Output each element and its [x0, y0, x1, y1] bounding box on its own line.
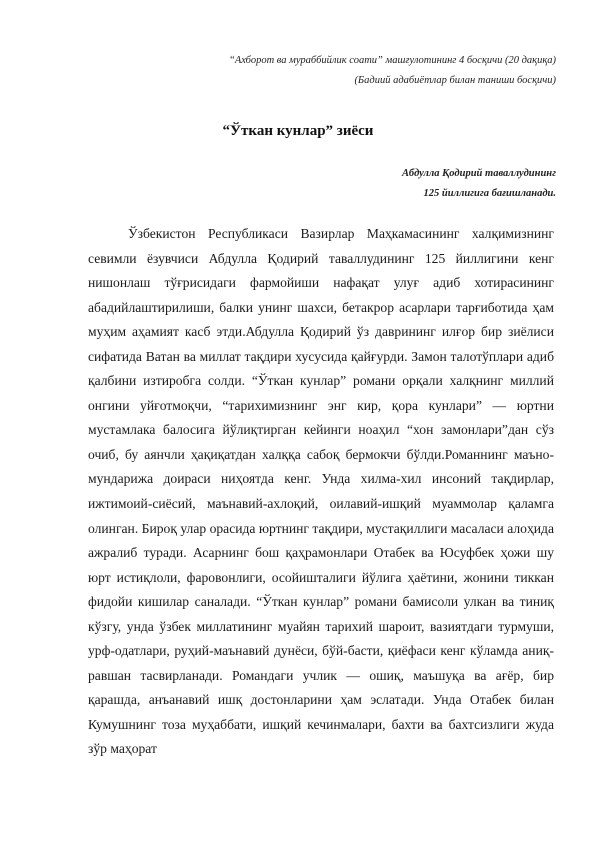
- body-paragraph: Ўзбекистон Республикаси Вазирлар Маҳкамасининг халқимизнинг севимли ёзувчиси Абдулла Қодирий таваллудининг 125 йиллигини кенг нишонлаш тўғрисидаги фармойиши нафақат улуғ адиб хотирасининг абадийлаштирилиши, балки унинг шахси, бетакрор асарлари тарғиботида ҳам муҳим аҳамият касб этди.Абдулла Қодирий ўз даврининг илғор бир зиёлиси сифатида Ватан ва миллат тақдири хусусида қайғурди. Замон талотўплари адиб қалбини изтиробга солди. “Ўткан кунлар” романи орқали халқнинг миллий онгини уйғотмоқчи, “тарихимизнинг энг кир, қора кунлари” — юртни мустамлака балосига йўлиқтирган кейинги ноаҳил “хон замонлари”дан сўз очиб, бу аянчли ҳақиқатдан халққа сабоқ бермокчи бўлди.Романнинг маъно-мундарижа доираси ниҳоятда кенг. Унда хилма-хил инсоний тақдирлар, ижтимоий-сиёсий, маънавий-ахлоқий, оилавий-ишқий муаммолар қаламга олинган. Бироқ улар орасида юртнинг тақдири, мустақиллиги масаласи алоҳида ажралиб туради. Асарнинг бош қаҳрамонлари Отабек ва Юсуфбек ҳожи шу юрт истиқлоли, фаровонлиги, осойишталиги йўлига ҳаётини, жонини тиккан фидойи кишилар саналади. “Ўткан кунлар” романи бамисоли улкан ва тиниқ кўзгу, унда ўзбек миллатининг муайян тарихий шароит, вазиятдаги турмуши, урф-одатлари, руҳий-маънавий дунёси, бўй-басти, қиёфаси кенг кўламда аниқ-равшан тасвирланади. Романдаги учлик — ошиқ, маъшуқа ва ағёр, бир қарашда, анъанавий ишқ достонларини ҳам эслатади. Унда Отабек билан Кумушнинг тоза муҳаббати, ишқий кечинмалари, бахти ва бахтсизлиги жуда зўр маҳорат: [88, 226, 554, 757]
- page-title: “Ўткан кунлар” зиёси: [222, 123, 374, 139]
- header-line-2: (Бадиий адабиётлар билан таниши босқичи): [354, 75, 556, 86]
- dedication-line-2: 125 йиллигига бағишланади.: [423, 188, 556, 199]
- header-line-1: “Ахборот ва мураббийлик соати” машғулотининг 4 босқичи (20 дақиқа): [229, 55, 556, 66]
- dedication-line-1: Абдулла Қодирий таваллудининг: [402, 168, 556, 179]
